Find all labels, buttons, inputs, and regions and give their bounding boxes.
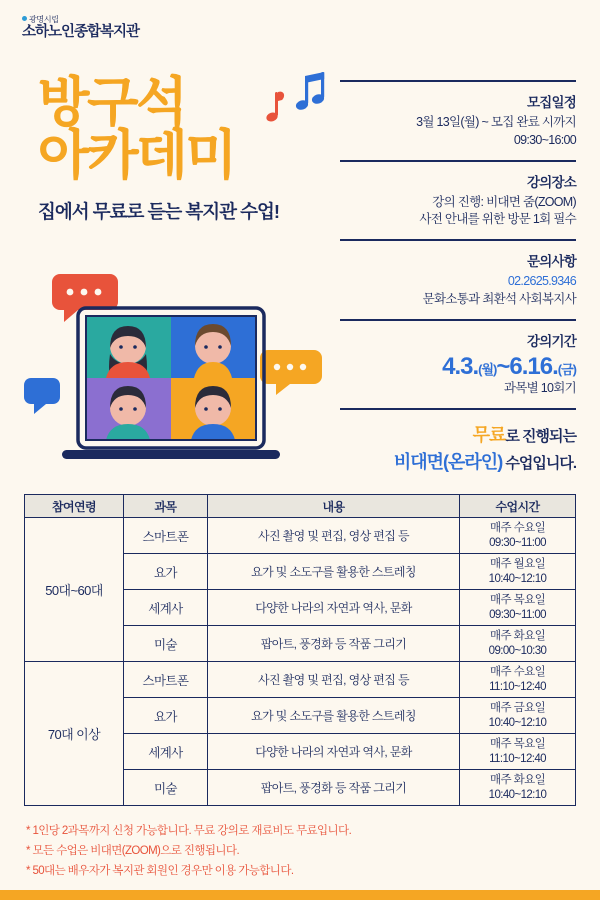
closing-free-highlight: 무료 <box>472 424 506 445</box>
participant-tile-4 <box>171 378 256 440</box>
time-day: 매주 월요일 <box>489 557 546 570</box>
contact-heading: 문의사항 <box>527 254 576 269</box>
header-subject: 과목 <box>123 495 207 518</box>
divider <box>340 408 576 410</box>
closing-line-1-rest: 로 진행되는 <box>505 427 576 445</box>
age-group-cell: 70대 이상 <box>25 662 124 806</box>
age-group-cell: 50대~60대 <box>25 518 124 662</box>
closing-line-2 <box>340 449 576 476</box>
title-line-2: 아카데미 <box>38 126 235 186</box>
speech-bubble-left-small <box>24 378 60 414</box>
header-time: 수업시간 <box>460 495 576 518</box>
time-cell <box>460 698 576 734</box>
contact-person: 문화소통과 최환석 사회복지사 <box>422 291 576 306</box>
recruit-heading: 모집일정 <box>527 95 576 110</box>
time-hours: 09:30~11:00 <box>489 536 546 549</box>
info-lecture-place <box>340 171 576 230</box>
place-highlight: 비대면 줌(ZOOM) <box>486 194 576 209</box>
contact-phone: 02.2625.9346 <box>507 274 576 288</box>
period-separator: ~ <box>496 352 510 380</box>
time-day: 매주 화요일 <box>489 773 546 786</box>
schedule-table <box>24 494 576 806</box>
period-sub: 과목별 10회기 <box>503 381 576 396</box>
period-end-day: (금) <box>557 361 576 377</box>
period-end: 6.16. <box>509 352 558 380</box>
table-row <box>25 662 576 698</box>
subject-cell: 스마트폰 <box>123 518 207 554</box>
content-cell: 팝아트, 풍경화 등 작품 그리기 <box>207 770 459 806</box>
period-heading: 강의기간 <box>527 333 576 349</box>
period-start: 4.3. <box>442 352 479 380</box>
time-cell <box>460 554 576 590</box>
place-heading: 강의장소 <box>527 174 576 190</box>
content-cell: 팝아트, 풍경화 등 작품 그리기 <box>207 626 459 662</box>
time-day: 매주 금요일 <box>489 701 546 714</box>
period-range <box>340 353 576 381</box>
schedule-table-wrap <box>24 494 576 806</box>
time-hours: 10:40~12:10 <box>488 788 547 801</box>
closing-line-2-rest: 수업입니다. <box>502 454 576 472</box>
music-note-icon <box>253 70 343 130</box>
closing-statement <box>340 422 576 476</box>
recruit-line-2: 09:30~16:00 <box>513 132 576 147</box>
participant-tile-3 <box>86 378 171 440</box>
subject-cell: 스마트폰 <box>123 662 207 698</box>
poster-title-block <box>38 74 368 224</box>
subject-cell: 미술 <box>123 626 207 662</box>
time-hours: 10:40~12:10 <box>488 716 547 729</box>
place-prefix: 강의 진행: <box>432 194 487 209</box>
closing-line-1 <box>340 422 576 449</box>
time-day: 매주 수요일 <box>489 665 546 678</box>
table-row <box>25 518 576 554</box>
footnote-1: * 1인당 2과목까지 신청 가능합니다. 무료 강의로 재료비도 무료입니다. <box>26 825 352 837</box>
subject-cell: 요가 <box>123 698 207 734</box>
subject-cell: 요가 <box>123 554 207 590</box>
participant-tile-1 <box>86 316 171 378</box>
footnotes <box>26 822 576 881</box>
info-lecture-period <box>340 330 576 398</box>
header-content: 내용 <box>207 495 459 518</box>
divider <box>340 80 576 82</box>
time-cell <box>460 518 576 554</box>
time-day: 매주 화요일 <box>489 629 546 642</box>
subject-cell: 세계사 <box>123 590 207 626</box>
logo-city-label: 광명시립 <box>22 16 139 24</box>
subject-cell: 세계사 <box>123 734 207 770</box>
content-cell: 요가 및 소도구를 활용한 스트레칭 <box>207 698 459 734</box>
logo-dot-icon <box>22 16 27 21</box>
time-day: 매주 수요일 <box>489 521 546 534</box>
time-cell <box>460 590 576 626</box>
place-line-2: 사전 안내를 위한 방문 1회 필수 <box>419 212 576 227</box>
time-hours: 09:30~11:00 <box>489 608 546 621</box>
content-cell: 요가 및 소도구를 활용한 스트레칭 <box>207 554 459 590</box>
time-hours: 11:10~12:40 <box>489 752 546 765</box>
info-column <box>340 80 576 476</box>
time-day: 매주 목요일 <box>489 737 546 750</box>
period-start-day: (월) <box>478 361 497 377</box>
divider <box>340 160 576 162</box>
time-cell <box>460 662 576 698</box>
time-cell <box>460 626 576 662</box>
time-day: 매주 목요일 <box>489 593 546 606</box>
participant-tile-2 <box>171 316 256 378</box>
content-cell: 다양한 나라의 자연과 역사, 문화 <box>207 590 459 626</box>
subject-cell: 미술 <box>123 770 207 806</box>
table-header-row <box>25 495 576 518</box>
divider <box>340 319 576 321</box>
content-cell: 사진 촬영 및 편집, 영상 편집 등 <box>207 518 459 554</box>
poster-subtitle: 집에서 무료로 듣는 복지관 수업! <box>38 201 280 223</box>
time-cell <box>460 770 576 806</box>
footnote-2: * 모든 수업은 비대면(ZOOM)으로 진행됩니다. <box>26 844 240 857</box>
organization-logo <box>22 16 139 41</box>
logo-organization-name: 소하노인종합복지관 <box>22 24 140 41</box>
place-line-1 <box>340 194 576 212</box>
closing-online-highlight: 비대면(온라인) <box>393 451 503 472</box>
time-hours: 09:00~10:30 <box>488 644 547 657</box>
speech-bubble-top-left <box>52 274 118 322</box>
divider <box>340 239 576 241</box>
header-age: 참여연령 <box>25 495 124 518</box>
footnote-3: * 50대는 배우자가 복지관 회원인 경우만 이용 가능합니다. <box>26 864 294 877</box>
recruit-line-1: 3월 13일(월) ~ 모집 완료 시까지 <box>416 115 576 129</box>
content-cell: 사진 촬영 및 편집, 영상 편집 등 <box>207 662 459 698</box>
info-contact <box>340 250 576 309</box>
title-line-1: 방구석 <box>38 73 186 132</box>
video-call-illustration <box>18 268 338 493</box>
content-cell: 다양한 나라의 자연과 역사, 문화 <box>207 734 459 770</box>
info-recruit-schedule <box>340 91 576 150</box>
time-cell <box>460 734 576 770</box>
time-hours: 10:40~12:10 <box>488 572 547 585</box>
speech-bubble-right <box>260 350 322 395</box>
time-hours: 11:10~12:40 <box>489 680 546 693</box>
